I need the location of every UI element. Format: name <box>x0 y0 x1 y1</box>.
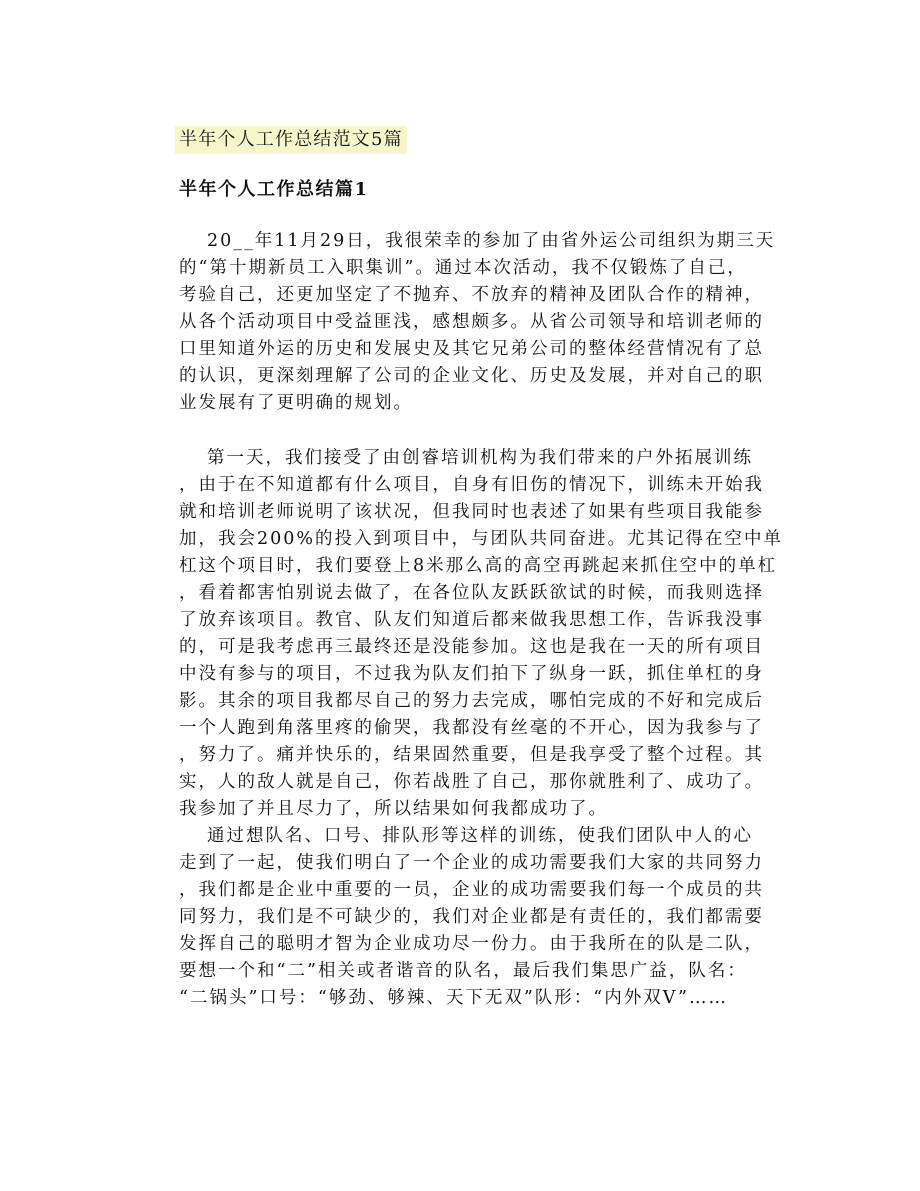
text-line: 同努力，我们是不可缺少的，我们对企业都是有责任的，我们都需要 <box>179 907 764 927</box>
paragraph-3 <box>179 823 779 1012</box>
text-line: 第一天，我们接受了由创睿培训机构为我们带来的户外拓展训练 <box>207 448 753 468</box>
text-line: 业发展有了更明确的规划。 <box>179 393 413 413</box>
text-line: 从各个活动项目中受益匪浅，感想颇多。从省公司领导和培训老师的 <box>179 312 764 332</box>
text-line: 20__年11月29日，我很荣幸的参加了由省外运公司组织为期三天 <box>207 231 776 251</box>
text-line: ，我们都是企业中重要的一员，企业的成功需要我们每一个成员的共 <box>179 880 764 900</box>
text-line: 实，人的敌人就是自己，你若战胜了自己，那你就胜利了、成功了。 <box>179 772 764 792</box>
text-line: 杠这个项目时，我们要登上8米那么高的高空再跳起来抓住空中的单杠 <box>179 556 778 576</box>
text-line: 了放弃该项目。教官、队友们知道后都来做我思想工作，告诉我没事 <box>179 610 764 630</box>
text-line: 中没有参与的项目，不过我为队友们拍下了纵身一跃，抓住单杠的身 <box>179 664 764 684</box>
text-line: 要想一个和“二”相关或者谐音的队名，最后我们集思广益，队名： <box>179 961 747 981</box>
text-line: 走到了一起，使我们明白了一个企业的成功需要我们大家的共同努力 <box>179 853 764 873</box>
text-line: 就和培训老师说明了该状况，但我同时也表述了如果有些项目我能参 <box>179 502 764 522</box>
document-title: 半年个人工作总结范文5篇 <box>175 126 407 154</box>
text-line: 一个人跑到角落里疼的偷哭，我都没有丝毫的不开心，因为我参与了 <box>179 718 764 738</box>
text-line: ，看着都害怕别说去做了，在各位队友跃跃欲试的时候，而我则选择 <box>179 583 764 603</box>
text-line: 的，可是我考虑再三最终还是没能参加。这也是我在一天的所有项目 <box>179 637 764 657</box>
text-line: ，由于在不知道都有什么项目，自身有旧伤的情况下，训练未开始我 <box>179 475 764 495</box>
section-heading: 半年个人工作总结篇1 <box>179 179 369 200</box>
text-line: 通过想队名、口号、排队形等这样的训练，使我们团队中人的心 <box>207 826 753 846</box>
text-line: 考验自己，还更加坚定了不抛弃、不放弃的精神及团队合作的精神， <box>179 285 764 305</box>
text-line: 我参加了并且尽力了，所以结果如何我都成功了。 <box>179 799 608 819</box>
text-line: ，努力了。痛并快乐的，结果固然重要，但是我享受了整个过程。其 <box>179 745 764 765</box>
text-line: “二锅头”口号：“够劲、够辣、天下无双”队形：“内外双V”…… <box>179 988 728 1008</box>
paragraph-1 <box>179 228 779 417</box>
paragraph-2 <box>179 445 784 823</box>
text-line: 发挥自己的聪明才智为企业成功尽一份力。由于我所在的队是二队， <box>179 934 764 954</box>
text-line: 加，我会200%的投入到项目中，与团队共同奋进。尤其记得在空中单 <box>179 529 784 549</box>
text-line: 影。其余的项目我都尽自己的努力去完成，哪怕完成的不好和完成后 <box>179 691 764 711</box>
text-line: 的认识，更深刻理解了公司的企业文化、历史及发展，并对自己的职 <box>179 366 764 386</box>
text-line: 口里知道外运的历史和发展史及其它兄弟公司的整体经营情况有了总 <box>179 339 764 359</box>
text-line: 的“第十期新员工入职集训”。通过本次活动，我不仅锻炼了自己， <box>179 258 747 278</box>
